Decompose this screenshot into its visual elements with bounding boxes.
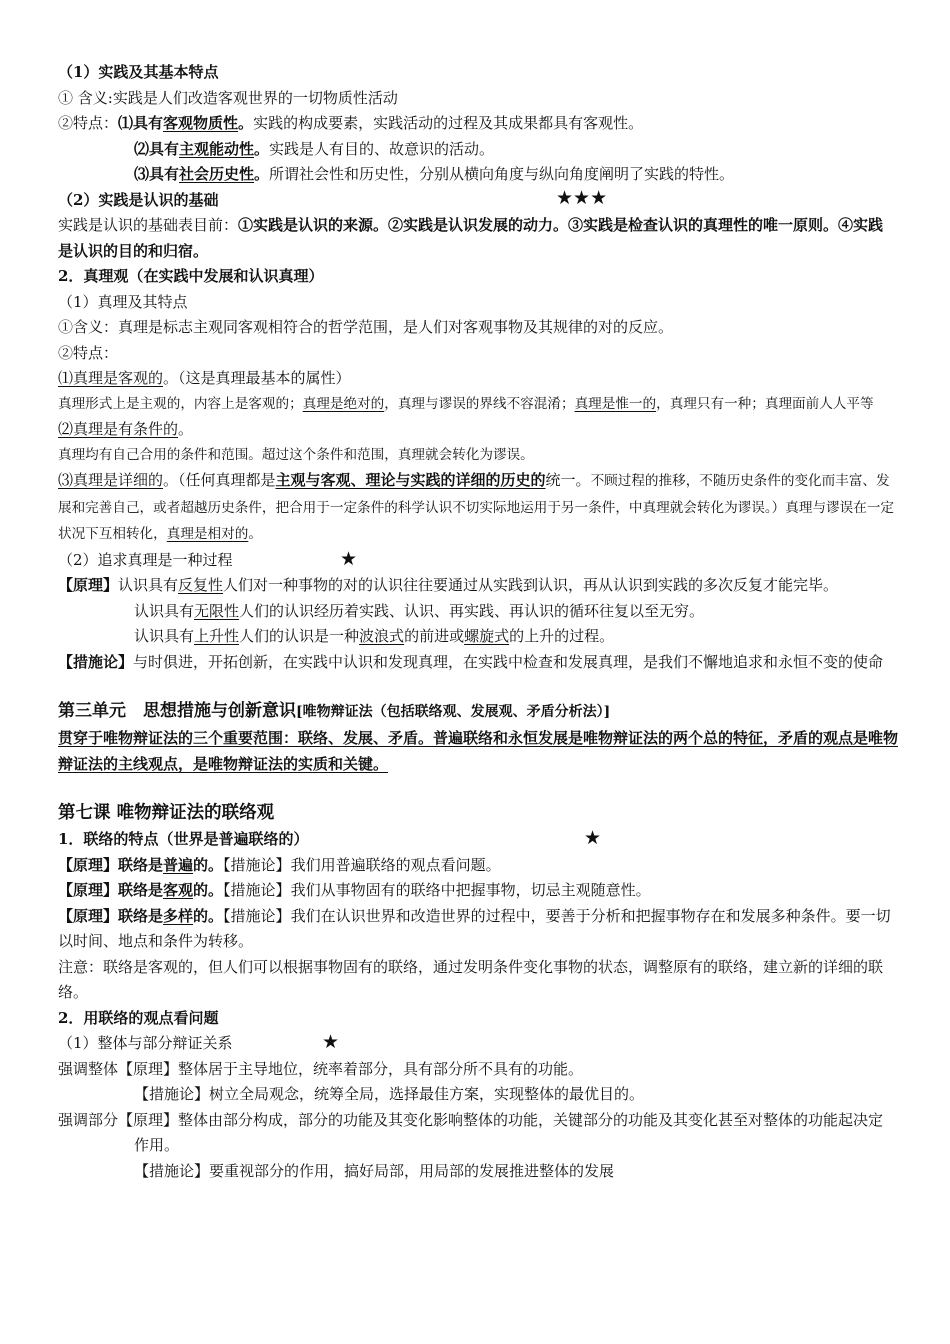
principle-diverse: 【原理】联络是多样的。【措施论】我们在认识世界和改造世界的过程中，要善于分析和把握事物存在和发展多种条件。要一切以时间、地点和条件为转移。 [58,906,891,950]
feature-line-1: ②特点：⑴具有客观物质性。实践的构成要素，实践活动的过程及其成果都具有客观性。 [58,114,644,132]
key-term: 主观能动性 [179,139,255,158]
method-paragraph: 【措施论】与时俱进，开拓创新，在实践中认识和发现真理，在实践中检查和发展真理，是我们不懈地追求和永恒不变的使命 [58,652,884,671]
feature-label: ②特点： [58,114,119,132]
truth-feature-3: ⑶真理是详细的。（任何真理都是主观与客观、理论与实践的详细的历史的统一。不顾过程的推移，不随历史条件的变化而丰富、发展和完善自己，或者超越历史条件，把合用于一定条件的科学认识不切实际地运用于另一条件，中真理就会转化为谬误。）真理与谬误在一定状况下互相转化，真理是相对的。 [58,471,895,542]
emphasize-part-method: 【措施论】要重视部分的作用，搞好局部，用局部的发展推进整体的发展 [134,1161,615,1180]
whole-part-heading: （1）整体与部分辩证关系 ★ [58,1031,898,1057]
unit-intro: 贯穿于唯物辩证法的三个重要范围：联络、发展、矛盾。普遍联络和永恒发展是唯物辩证法的两个总的特征，矛盾的观点是唯物辩证法的主线观点，是唯物辩证法的实质和关键。 [58,729,899,773]
importance-star-icon: ★ [584,827,602,849]
truth-feature-2: ⑵真理是有条件的。 [58,420,194,438]
truth-feature-1: ⑴真理是客观的。（这是真理最基本的属性） [58,369,351,387]
truth-feature-1-detail: 真理形式上是主观的，内容上是客观的；真理是绝对的，真理与谬误的界线不容混淆；真理是惟一的，真理只有一种；真理面前人人平等 [58,395,874,412]
feature-line-2: ⑵具有主观能动性。实践是人有目的、故意识的活动。 [134,139,495,158]
section-heading-practice: （1）实践及其基本特点 [58,63,219,81]
principle-universal: 【原理】联络是普遍的。【措施论】我们用普遍联络的观点看问题。 [58,855,501,874]
importance-stars-icon: ★★★ [556,186,608,209]
key-term: 客观物质性 [163,114,239,132]
document-page [58,60,898,1184]
principle-objective: 【原理】联络是客观的。【措施论】我们从事物固有的联络中把握事物，切忌主观随意性。 [58,881,651,899]
principle-repetition: 【原理】认识具有反复性人们对一种事物的对的认识往往要通过从实践到认识，再从认识到实践的多次反复才能完毕。 [58,576,839,594]
truth-features-label: ②特点： [58,343,119,362]
connection-heading: 1．联络的特点（世界是普遍联络的） ★ [58,827,898,853]
section-heading-foundation: （2）实践是认识的基础 ★★★ [58,188,898,214]
truth-feature-2-detail: 真理均有自己合用的条件和范围。超过这个条件和范围，真理就会转化为谬误。 [58,446,534,463]
lesson-title: 第七课 唯物辩证法的联络观 [58,803,275,823]
practice-definition: ① 含义:实践是人们改造客观世界的一切物质性活动 [58,88,398,107]
principle-ascending: 认识具有上升性人们的认识是一种波浪式的前进或螺旋式的上升的过程。 [134,627,615,645]
feature-line-3: ⑶具有社会历史性。所谓社会性和历史性，分别从横向角度与纵向角度阐明了实践的特性。 [134,165,735,183]
key-term: 社会历史性 [179,165,255,183]
emphasize-whole-principle: 强调整体【原理】整体居于主导地位，统率着部分，具有部分所不具有的功能。 [58,1059,584,1078]
section-heading-truth: 2．真理观（在实践中发展和认识真理） [58,267,324,285]
importance-star-icon: ★ [340,547,358,570]
emphasize-whole-method: 【措施论】树立全局观念，统筹全局，选择最佳方案，实现整体的最优目的。 [134,1085,645,1103]
foundation-paragraph: 实践是认识的基础表目前：①实践是认识的来源。②实践是认识发展的动力。③实践是检查认识的真理性的唯一原则。④实践是认识的目的和归宿。 [58,216,884,260]
principle-infinity: 认识具有无限性人们的认识经历着实践、认识、再实践、再认识的循环往复以至无穷。 [134,601,705,620]
truth-subheading: （1）真理及其特点 [58,292,188,311]
view-heading: 2．用联络的观点看问题 [58,1008,219,1027]
pursue-heading: （2）追求真理是一种过程 ★ [58,548,898,574]
connection-note: 注意：联络是客观的，但人们可以根据事物固有的联络，通过发明条件变化事物的状态，调整原有的联络，建立新的详细的联络。 [58,957,884,1001]
importance-star-icon: ★ [322,1031,340,1053]
truth-definition: ①含义：真理是标志主观同客观相符合的哲学范围，是人们对客观事物及其规律的对的反应。 [58,318,674,336]
unit-title: 第三单元 思想措施与创新意识[唯物辩证法（包括联络观、发展观、矛盾分析法）] [58,701,611,721]
emphasize-part-principle: 强调部分【原理】整体由部分构成，部分的功能及其变化影响整体的功能，关键部分的功能及其变化甚至对整体的功能起决定作用。 [58,1110,884,1154]
